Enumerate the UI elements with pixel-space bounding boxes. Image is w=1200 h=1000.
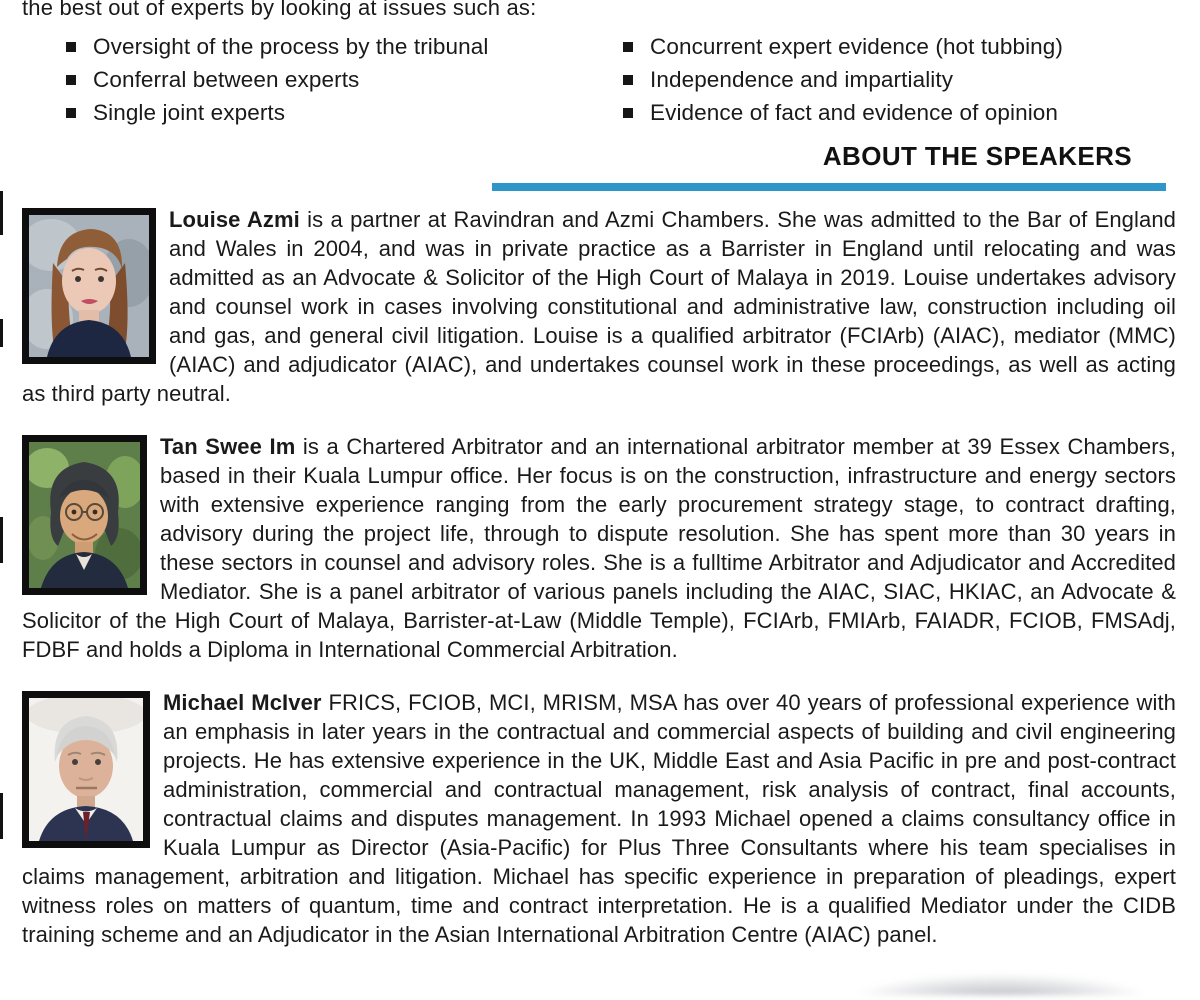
michael-mciver-portrait	[22, 691, 150, 848]
bullet-item	[66, 63, 623, 96]
bullet-label: Evidence of fact and evidence of opinion	[650, 100, 1059, 125]
bullet-item	[623, 30, 1176, 63]
speaker-louise-azmi	[22, 205, 1176, 408]
speaker-bio: FRICS, FCIOB, MCI, MRISM, MSA has over 40 years of professional experience with an emphasis in later years in the contractual and commercial aspects of building and civil engineering projects. He has extensive experience in the UK, Middle East and Asia Pacific in pre and post-contract administration, commercial and contractual management, risk analysis of contract, final accounts, contractual claims and disputes management. In 1993 Michael opened a claims consultancy office in Kuala Lumpur as Director (Asia-Pacific) for Plus Three Consultants where his team specialises in claims management, arbitration and litigation. Michael has specific experience in preparation of pleadings, expert witness roles on matters of quantum, time and contract interpretation. He is a qualified Mediator under the CIDB training scheme and an Adjudicator in the Asian International Arbitration Centre (AIAC) panel.	[22, 690, 1176, 947]
portrait-illustration	[29, 215, 149, 357]
square-bullet-icon	[66, 75, 76, 85]
portrait-illustration	[29, 442, 140, 588]
bullet-label: Conferral between experts	[93, 67, 360, 92]
bullet-item	[623, 63, 1176, 96]
speaker-tan-swee-im	[22, 432, 1176, 664]
bullet-label: Single joint experts	[93, 100, 286, 125]
louise-azmi-portrait	[22, 208, 156, 364]
intro-line: the best out of experts by looking at issues such as:	[22, 0, 537, 20]
bullet-item	[66, 30, 623, 63]
bullet-label: Oversight of the process by the tribunal	[93, 34, 489, 59]
bullet-item	[66, 96, 623, 129]
bullet-item	[623, 96, 1176, 129]
square-bullet-icon	[66, 42, 76, 52]
square-bullet-icon	[623, 75, 633, 85]
scan-smudge	[830, 965, 1200, 995]
scan-artifact	[0, 517, 3, 563]
accent-rule	[492, 183, 1166, 191]
bullet-list	[66, 30, 1176, 129]
speaker-name: Louise Azmi	[169, 207, 300, 232]
scan-artifact	[0, 191, 3, 235]
bullet-label: Concurrent expert evidence (hot tubbing)	[650, 34, 1063, 59]
scan-artifact	[0, 793, 3, 839]
speaker-bio: is a partner at Ravindran and Azmi Chambers. She was admitted to the Bar of England and Wales in 2004, and was in private practice as a Barrister in England until relocating and was admitted as an Advocate & Solicitor of the High Court of Malaya in 2019. Louise undertakes advisory and counsel work in cases involving constitutional and administrative law, construction including oil and gas, and general civil litigation. Louise is a qualified arbitrator (FCIArb) (AIAC), mediator (MMC) (AIAC) and adjudicator (AIAC), and undertakes counsel work in these proceedings, as well as acting as third party neutral.	[22, 207, 1177, 406]
speaker-bio: is a Chartered Arbitrator and an international arbitrator member at 39 Essex Chambers, based in their Kuala Lumpur office. Her focus is on the construction, infrastructure and energy sectors with extensive experience ranging from the early procurement strategy stage, to contract drafting, advisory during the project life, through to dispute resolution. She has spent more than 30 years in these sectors in counsel and advisory roles. She is a fulltime Arbitrator and Adjudicator and Accredited Mediator. She is a panel arbitrator of various panels including the AIAC, SIAC, HKIAC, an Advocate & Solicitor of the High Court of Malaya, Barrister-at-Law (Middle Temple), FCIArb, FMIArb, FAIADR, FCIOB, FMSAdj, FDBF and holds a Diploma in International Commercial Arbitration.	[22, 434, 1176, 662]
section-title: ABOUT THE SPEAKERS	[822, 141, 1132, 171]
speaker-michael-mciver	[22, 688, 1176, 949]
speaker-name: Tan Swee Im	[160, 434, 296, 459]
tan-swee-im-portrait	[22, 435, 147, 595]
speaker-name: Michael McIver	[163, 690, 322, 715]
square-bullet-icon	[623, 108, 633, 118]
square-bullet-icon	[66, 108, 76, 118]
bullet-label: Independence and impartiality	[650, 67, 954, 92]
scan-artifact	[0, 319, 3, 347]
portrait-illustration	[29, 698, 143, 841]
square-bullet-icon	[623, 42, 633, 52]
